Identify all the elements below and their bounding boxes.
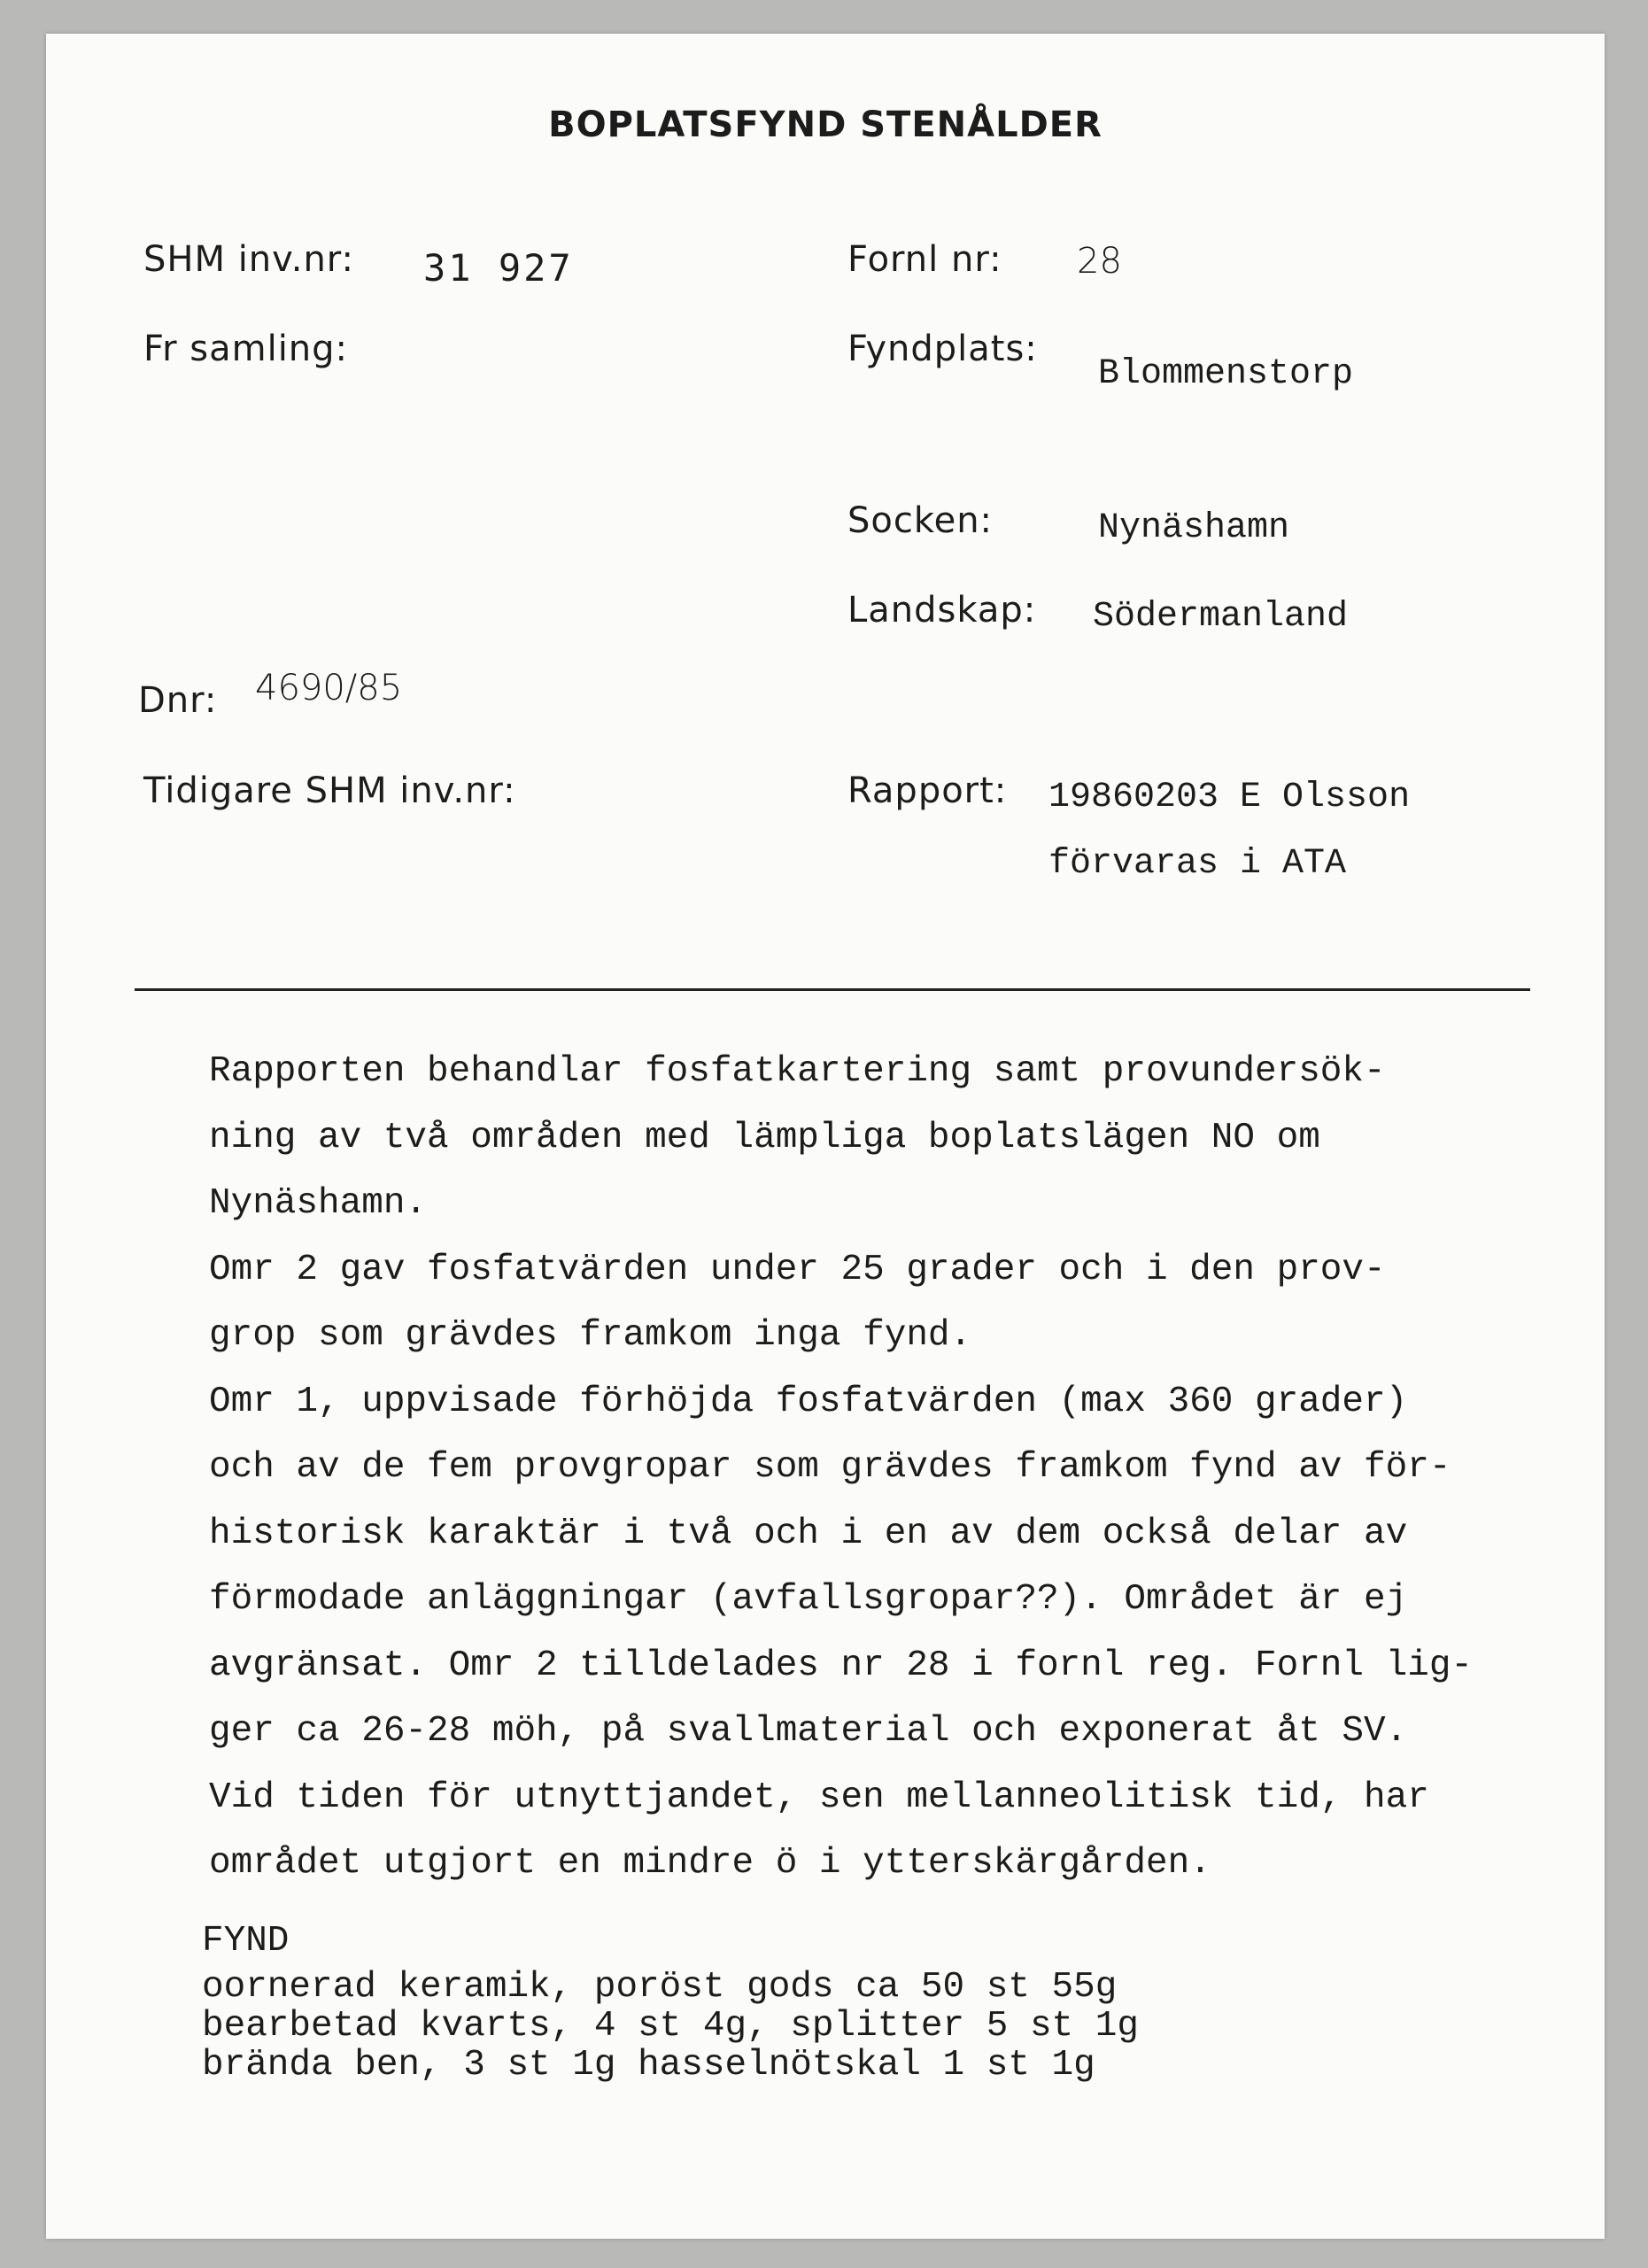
summary-line: och av de fem provgropar som grävdes framkom fynd av för- — [209, 1447, 1451, 1488]
shm-inv-nr-label: SHM inv.nr: — [143, 239, 355, 280]
summary-line: Rapporten behandlar fosfatkartering samt provundersök- — [209, 1051, 1386, 1092]
fornl-nr-value: 28 — [1077, 241, 1122, 282]
summary-line: grop som grävdes framkom inga fynd. — [209, 1315, 972, 1356]
fr-samling-label: Fr samling: — [143, 329, 349, 369]
shm-inv-nr-value: 31 927 — [423, 246, 574, 290]
dnr-label: Dnr: — [138, 680, 218, 721]
divider-line — [135, 988, 1530, 991]
finds-heading: FYND — [202, 1921, 290, 1962]
finds-section — [202, 1922, 1583, 2085]
summary-line: avgränsat. Omr 2 tilldelades nr 28 i fornl reg. Fornl lig- — [209, 1645, 1474, 1686]
summary-line: ger ca 26-28 möh, på svallmaterial och exponerat åt SV. — [209, 1711, 1408, 1752]
rapport-storage: förvaras i ATA — [1048, 844, 1347, 884]
finds-line: bearbetad kvarts, 4 st 4g, splitter 5 st 1g — [202, 2006, 1139, 2047]
card-title: BOPLATSFYND STENÅLDER — [548, 104, 1103, 145]
fornl-nr-label: Fornl nr: — [847, 239, 1002, 280]
summary-line: förmodade anläggningar (avfallsgropar??). Området är ej — [209, 1579, 1408, 1620]
dnr-value: 4690/85 — [255, 668, 403, 708]
fyndplats-label: Fyndplats: — [847, 329, 1038, 369]
finds-line: oornerad keramik, poröst gods ca 50 st 55g — [202, 1967, 1118, 2008]
summary-line: Omr 2 gav fosfatvärden under 25 grader och i den prov- — [209, 1249, 1386, 1290]
summary-line: ning av två områden med lämpliga boplatslägen NO om — [209, 1117, 1320, 1158]
summary-line: historisk karaktär i två och i en av dem också delar av — [209, 1513, 1408, 1554]
report-summary — [209, 1039, 1590, 1897]
landskap-value: Södermanland — [1093, 597, 1349, 637]
summary-line: Nynäshamn. — [209, 1183, 428, 1224]
tidigare-shm-label: Tidigare SHM inv.nr: — [143, 770, 516, 811]
record-card — [46, 34, 1605, 2239]
fyndplats-value: Blommenstorp — [1098, 354, 1354, 394]
rapport-value: 19860203 E Olsson — [1048, 778, 1411, 817]
summary-line: området utgjort en mindre ö i ytterskärgården. — [209, 1843, 1211, 1884]
finds-line: brända ben, 3 st 1g hasselnötskal 1 st 1g — [202, 2045, 1095, 2086]
landskap-label: Landskap: — [847, 590, 1037, 631]
rapport-label: Rapport: — [847, 770, 1008, 811]
socken-value: Nynäshamn — [1098, 508, 1290, 548]
summary-line: Omr 1, uppvisade förhöjda fosfatvärden (max 360 grader) — [209, 1381, 1408, 1422]
socken-label: Socken: — [847, 500, 994, 541]
summary-line: Vid tiden för utnyttjandet, sen mellanneolitisk tid, har — [209, 1776, 1429, 1818]
